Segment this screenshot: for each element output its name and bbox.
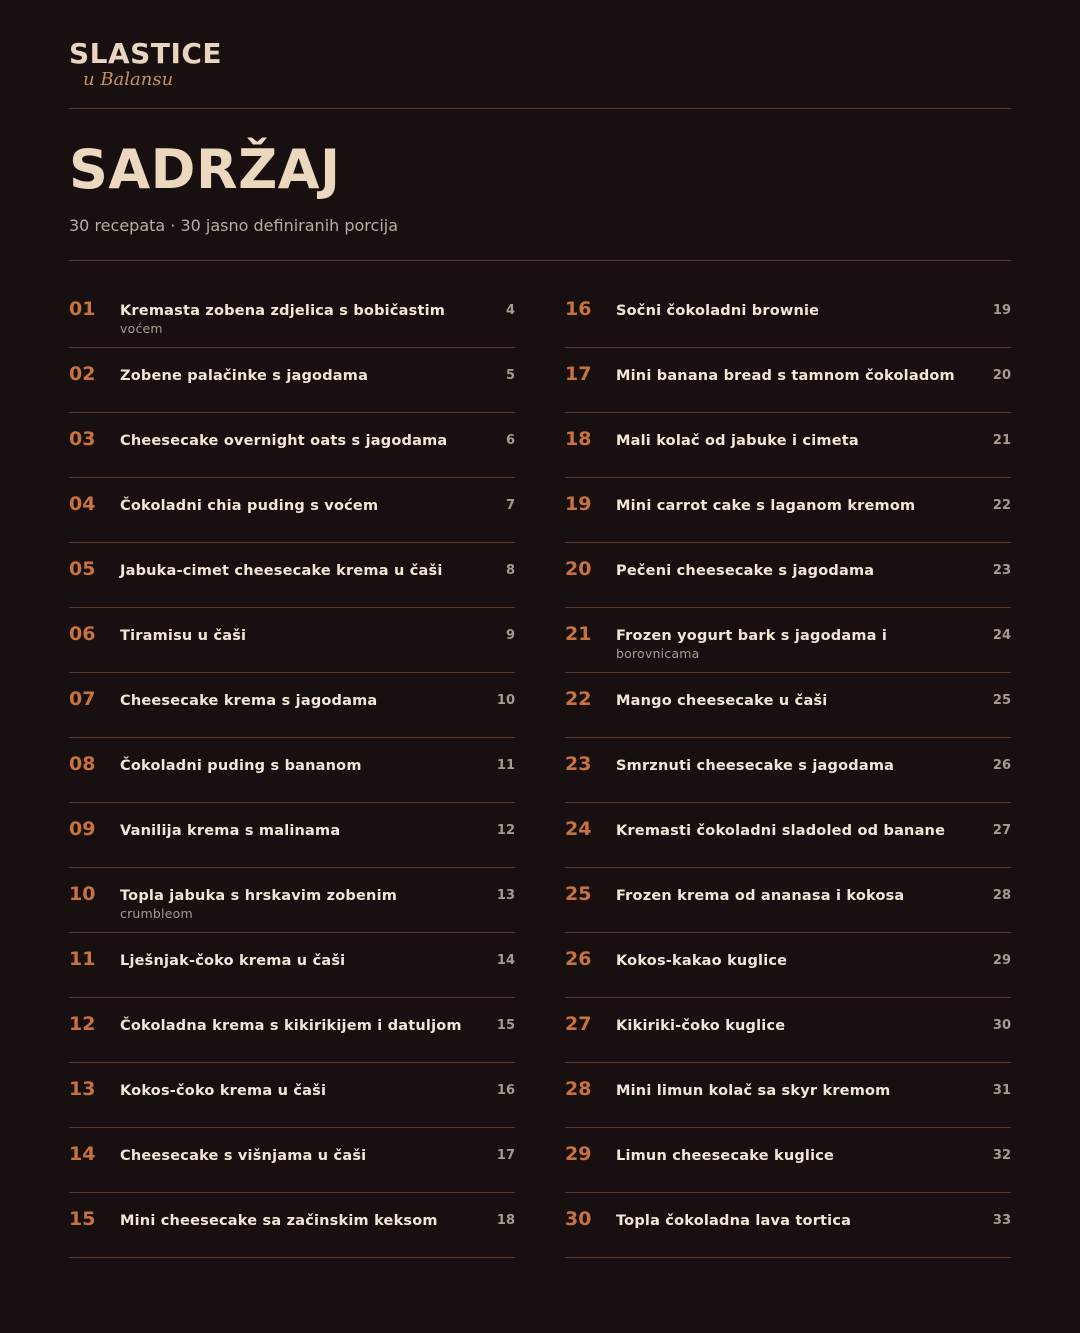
page-number: 19 — [992, 303, 1011, 318]
recipe-title-line: Čokoladna krema s kikirikijem i datuljom — [120, 1018, 462, 1034]
page-number: 11 — [496, 758, 515, 773]
recipe-title-line: Tiramisu u čaši — [120, 628, 247, 644]
recipe-title — [120, 756, 465, 776]
recipe-title-line: Frozen krema od ananasa i kokosa — [616, 888, 905, 904]
recipe-title — [616, 756, 961, 776]
recipe-title-line: Kikiriki-čoko kuglice — [616, 1018, 786, 1034]
toc-column-left — [69, 283, 515, 1258]
recipe-title — [616, 1211, 961, 1231]
recipe-title-line: Čokoladni chia puding s voćem — [120, 498, 379, 514]
toc-entry[interactable] — [565, 998, 1011, 1063]
page-subtitle: 30 recepata · 30 jasno definiranih porcija — [69, 216, 399, 235]
recipe-title — [616, 1016, 961, 1036]
recipe-title-line: Vanilija krema s malinama — [120, 823, 341, 839]
recipe-number: 06 — [69, 623, 96, 645]
recipe-title — [120, 1016, 465, 1036]
toc-page — [69, 0, 1011, 1333]
page-number: 29 — [992, 953, 1011, 968]
recipe-title-line: Mango cheesecake u čaši — [616, 693, 828, 709]
recipe-title-line: Kokos-čoko krema u čaši — [120, 1083, 327, 1099]
recipe-number: 18 — [565, 428, 592, 450]
page-number: 18 — [496, 1213, 515, 1228]
divider-header — [69, 260, 1011, 261]
recipe-title-line: Jabuka-cimet cheesecake krema u čaši — [120, 563, 443, 579]
toc-entry[interactable] — [69, 608, 515, 673]
recipe-number: 26 — [565, 948, 592, 970]
divider-top — [69, 108, 1011, 109]
toc-entry[interactable] — [69, 738, 515, 803]
toc-entry[interactable] — [565, 283, 1011, 348]
recipe-title — [120, 561, 465, 581]
recipe-number: 07 — [69, 688, 96, 710]
recipe-title-line: Cheesecake s višnjama u čaši — [120, 1148, 367, 1164]
recipe-title-line: Kremasti čokoladni sladoled od banane — [616, 823, 946, 839]
recipe-title — [120, 431, 465, 451]
recipe-title-line: Topla čokoladna lava tortica — [616, 1213, 852, 1229]
recipe-title-line: Mali kolač od jabuke i cimeta — [616, 433, 859, 449]
recipe-number: 10 — [69, 883, 96, 905]
recipe-title — [616, 496, 961, 516]
recipe-title — [616, 821, 961, 841]
page-number: 26 — [992, 758, 1011, 773]
page-number: 7 — [505, 498, 515, 513]
recipe-number: 28 — [565, 1078, 592, 1100]
recipe-title-line: Lješnjak-čoko krema u čaši — [120, 953, 346, 969]
recipe-number: 27 — [565, 1013, 592, 1035]
recipe-title-line: Pečeni cheesecake s jagodama — [616, 563, 875, 579]
recipe-number: 08 — [69, 753, 96, 775]
page-number: 27 — [992, 823, 1011, 838]
recipe-title — [120, 1146, 465, 1166]
recipe-title-line: Limun cheesecake kuglice — [616, 1148, 835, 1164]
recipe-title — [616, 1146, 961, 1166]
page-number: 5 — [505, 368, 515, 383]
toc-entry[interactable] — [565, 608, 1011, 673]
toc-entry[interactable] — [69, 283, 515, 348]
page-number: 22 — [992, 498, 1011, 513]
recipe-number: 05 — [69, 558, 96, 580]
recipe-title-line: Topla jabuka s hrskavim zobenim — [120, 888, 398, 904]
recipe-number: 29 — [565, 1143, 592, 1165]
page-number: 12 — [496, 823, 515, 838]
recipe-title-line: Sočni čokoladni brownie — [616, 303, 820, 319]
toc-entry[interactable] — [69, 868, 515, 933]
recipe-title — [616, 886, 961, 906]
recipe-number: 19 — [565, 493, 592, 515]
brand-subtitle: u Balansu — [83, 69, 174, 90]
page-number: 20 — [992, 368, 1011, 383]
page-number: 10 — [496, 693, 515, 708]
page-number: 21 — [992, 433, 1011, 448]
toc-entry[interactable] — [565, 1063, 1011, 1128]
toc-entry[interactable] — [565, 543, 1011, 608]
toc-entry[interactable] — [69, 348, 515, 413]
toc-entry[interactable] — [69, 803, 515, 868]
page-number: 17 — [496, 1148, 515, 1163]
toc-entry[interactable] — [69, 543, 515, 608]
toc-entry[interactable] — [69, 933, 515, 998]
recipe-title-line: Mini limun kolač sa skyr kremom — [616, 1083, 891, 1099]
recipe-title-line: Smrznuti cheesecake s jagodama — [616, 758, 895, 774]
recipe-title-line: Mini carrot cake s laganom kremom — [616, 498, 916, 514]
toc-column-right — [565, 283, 1011, 1258]
page-number: 8 — [505, 563, 515, 578]
toc-entry[interactable] — [69, 1063, 515, 1128]
page-number: 15 — [496, 1018, 515, 1033]
toc-entry[interactable] — [565, 478, 1011, 543]
brand-title: SLASTICE — [69, 37, 223, 70]
recipe-title — [120, 886, 465, 922]
recipe-number: 16 — [565, 298, 592, 320]
recipe-title-continuation: voćem — [120, 321, 163, 336]
recipe-title-line: Zobene palačinke s jagodama — [120, 368, 369, 384]
toc-entry[interactable] — [69, 673, 515, 738]
recipe-number: 23 — [565, 753, 592, 775]
recipe-number: 01 — [69, 298, 96, 320]
page-number: 13 — [496, 888, 515, 903]
recipe-title-continuation: borovnicama — [616, 646, 700, 661]
toc-entry[interactable] — [69, 1128, 515, 1193]
recipe-title-line: Mini cheesecake sa začinskim keksom — [120, 1213, 438, 1229]
recipe-title-line: Kokos-kakao kuglice — [616, 953, 788, 969]
recipe-title — [120, 1081, 465, 1101]
toc-entry[interactable] — [69, 413, 515, 478]
toc-entry[interactable] — [565, 348, 1011, 413]
page-number: 33 — [992, 1213, 1011, 1228]
toc-entry[interactable] — [565, 803, 1011, 868]
recipe-title-continuation: crumbleom — [120, 906, 193, 921]
recipe-title — [120, 821, 465, 841]
page-number: 9 — [505, 628, 515, 643]
toc-entry[interactable] — [565, 868, 1011, 933]
toc-entry[interactable] — [565, 1128, 1011, 1193]
recipe-title — [120, 691, 465, 711]
recipe-title — [120, 301, 465, 337]
page-number: 31 — [992, 1083, 1011, 1098]
page-number: 25 — [992, 693, 1011, 708]
toc-entry[interactable] — [565, 933, 1011, 998]
toc-entry[interactable] — [69, 1193, 515, 1258]
toc-entry[interactable] — [69, 478, 515, 543]
page-number: 23 — [992, 563, 1011, 578]
page-title: SADRŽAJ — [69, 138, 341, 201]
recipe-title — [616, 951, 961, 971]
page-number: 4 — [505, 303, 515, 318]
recipe-title-line: Cheesecake overnight oats s jagodama — [120, 433, 448, 449]
page-number: 6 — [505, 433, 515, 448]
recipe-number: 03 — [69, 428, 96, 450]
recipe-title — [120, 951, 465, 971]
recipe-title — [616, 626, 961, 662]
page-number: 28 — [992, 888, 1011, 903]
toc-entry[interactable] — [565, 413, 1011, 478]
recipe-number: 17 — [565, 363, 592, 385]
recipe-number: 15 — [69, 1208, 96, 1230]
recipe-number: 11 — [69, 948, 96, 970]
page-number: 32 — [992, 1148, 1011, 1163]
recipe-title — [616, 366, 961, 386]
recipe-number: 14 — [69, 1143, 96, 1165]
recipe-number: 04 — [69, 493, 96, 515]
recipe-title — [616, 691, 961, 711]
recipe-title-line: Čokoladni puding s bananom — [120, 758, 362, 774]
recipe-title — [120, 626, 465, 646]
page-number: 24 — [992, 628, 1011, 643]
toc-entry[interactable] — [565, 1193, 1011, 1258]
recipe-number: 30 — [565, 1208, 592, 1230]
recipe-number: 02 — [69, 363, 96, 385]
recipe-title-line: Mini banana bread s tamnom čokoladom — [616, 368, 955, 384]
recipe-title — [616, 561, 961, 581]
recipe-number: 09 — [69, 818, 96, 840]
toc-entry[interactable] — [565, 673, 1011, 738]
recipe-title — [616, 301, 961, 321]
recipe-number: 22 — [565, 688, 592, 710]
recipe-title-line: Cheesecake krema s jagodama — [120, 693, 378, 709]
recipe-number: 12 — [69, 1013, 96, 1035]
recipe-number: 24 — [565, 818, 592, 840]
recipe-number: 21 — [565, 623, 592, 645]
recipe-title — [120, 1211, 465, 1231]
recipe-title — [616, 1081, 961, 1101]
recipe-number: 25 — [565, 883, 592, 905]
recipe-title-line: Kremasta zobena zdjelica s bobičastim — [120, 303, 446, 319]
page-number: 16 — [496, 1083, 515, 1098]
toc-entry[interactable] — [565, 738, 1011, 803]
recipe-title — [120, 496, 465, 516]
recipe-title-line: Frozen yogurt bark s jagodama i — [616, 628, 888, 644]
page-number: 30 — [992, 1018, 1011, 1033]
recipe-title — [120, 366, 465, 386]
toc-entry[interactable] — [69, 998, 515, 1063]
brand-logo — [69, 38, 222, 91]
recipe-number: 13 — [69, 1078, 96, 1100]
recipe-title — [616, 431, 961, 451]
recipe-number: 20 — [565, 558, 592, 580]
page-number: 14 — [496, 953, 515, 968]
